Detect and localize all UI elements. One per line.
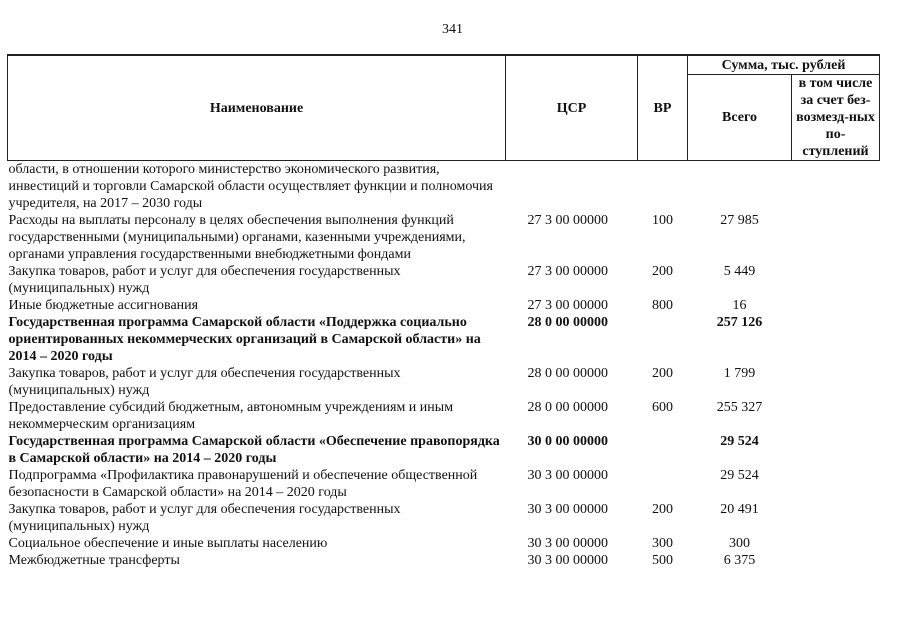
- row-csr: 30 3 00 00000: [527, 553, 608, 568]
- row-csr: 28 0 00 00000: [527, 315, 608, 330]
- header-name: Наименование: [8, 55, 506, 161]
- table-row: [8, 161, 880, 213]
- row-total: 6 375: [723, 553, 756, 568]
- row-name: Государственная программа Самарской области «Обеспечение правопорядка в Самарской области» на 2014 – 2020 годы: [8, 434, 500, 466]
- row-free: [792, 314, 880, 365]
- table-row: [8, 365, 880, 399]
- row-free: [792, 161, 880, 213]
- row-total: 300: [729, 536, 750, 551]
- row-free: [792, 297, 880, 314]
- row-name: Межбюджетные трансферты: [8, 553, 180, 568]
- row-free: [792, 535, 880, 552]
- table-row: [8, 297, 880, 314]
- table-row: [8, 263, 880, 297]
- row-free: [792, 501, 880, 535]
- table-row: [8, 399, 880, 433]
- row-total: 255 327: [716, 400, 763, 415]
- row-total: 257 126: [716, 315, 763, 330]
- row-csr: 28 0 00 00000: [527, 400, 608, 415]
- header-sum-group: Сумма, тыс. рублей: [688, 55, 880, 75]
- budget-table: [7, 54, 880, 569]
- row-name: Иные бюджетные ассигнования: [8, 298, 199, 313]
- row-vr: [638, 467, 688, 501]
- row-csr: 27 3 00 00000: [527, 264, 608, 279]
- row-free: [792, 212, 880, 263]
- row-free: [792, 399, 880, 433]
- table-row: [8, 314, 880, 365]
- row-vr: 100: [652, 213, 673, 228]
- row-free: [792, 365, 880, 399]
- row-csr: 30 3 00 00000: [527, 536, 608, 551]
- row-name: Предоставление субсидий бюджетным, автономным учреждениям и иным некоммерческим организациям: [8, 400, 454, 432]
- row-name: Социальное обеспечение и иные выплаты населению: [8, 536, 328, 551]
- row-total: 16: [732, 298, 747, 313]
- row-name: области, в отношении которого министерство экономического развития, инвестиций и торговли Самарской области осуществляет функции и полномочия учредителя, на 2017 – 2030 годы: [8, 162, 493, 211]
- row-vr: 500: [652, 553, 673, 568]
- row-name: Государственная программа Самарской области «Поддержка социально ориентированных некоммерческих организаций в Самарской области» на 2014 – 2020 годы: [8, 315, 481, 364]
- row-total: 27 985: [720, 213, 759, 228]
- row-vr: [638, 433, 688, 467]
- row-free: [792, 552, 880, 569]
- row-name: Закупка товаров, работ и услуг для обеспечения государственных (муниципальных) нужд: [8, 366, 401, 398]
- header-csr: ЦСР: [506, 55, 638, 161]
- table-header: [8, 55, 880, 161]
- row-vr: 200: [652, 264, 673, 279]
- table-row: [8, 552, 880, 569]
- row-csr: 30 3 00 00000: [527, 468, 608, 483]
- row-total: [688, 161, 792, 213]
- row-name: Закупка товаров, работ и услуг для обеспечения государственных (муниципальных) нужд: [8, 502, 401, 534]
- row-total: 1 799: [723, 366, 756, 381]
- row-csr: [506, 161, 638, 213]
- row-vr: 300: [652, 536, 673, 551]
- row-total: 5 449: [723, 264, 756, 279]
- table-row: [8, 467, 880, 501]
- header-vr: ВР: [638, 55, 688, 161]
- row-name: Подпрограмма «Профилактика правонарушений и обеспечение общественной безопасности в Самарской области» на 2014 – 2020 годы: [8, 468, 478, 500]
- header-free-receipts: в том числе за счет без-возмезд-ных по-ступлений: [792, 75, 880, 161]
- row-total: 20 491: [720, 502, 759, 517]
- row-vr: [638, 161, 688, 213]
- table-body: [8, 161, 880, 570]
- row-csr: 27 3 00 00000: [527, 298, 608, 313]
- row-name: Закупка товаров, работ и услуг для обеспечения государственных (муниципальных) нужд: [8, 264, 401, 296]
- table-row: [8, 501, 880, 535]
- row-name: Расходы на выплаты персоналу в целях обеспечения выполнения функций государственными (муниципальными) органами, казенными учреждениями, органами управления государственными внебюджетными фондами: [8, 213, 466, 262]
- row-total: 29 524: [720, 434, 759, 449]
- row-free: [792, 433, 880, 467]
- row-csr: 27 3 00 00000: [527, 213, 608, 228]
- row-vr: 200: [652, 366, 673, 381]
- row-vr: 200: [652, 502, 673, 517]
- row-vr: [638, 314, 688, 365]
- row-csr: 30 3 00 00000: [527, 502, 608, 517]
- row-vr: 600: [652, 400, 673, 415]
- row-total: 29 524: [720, 468, 759, 483]
- header-total: Всего: [688, 75, 792, 161]
- row-free: [792, 467, 880, 501]
- table-row: [8, 535, 880, 552]
- table-row: [8, 212, 880, 263]
- row-csr: 28 0 00 00000: [527, 366, 608, 381]
- row-free: [792, 263, 880, 297]
- row-vr: 800: [652, 298, 673, 313]
- row-csr: 30 0 00 00000: [527, 434, 608, 449]
- table-row: [8, 433, 880, 467]
- page-number: 341: [442, 22, 463, 37]
